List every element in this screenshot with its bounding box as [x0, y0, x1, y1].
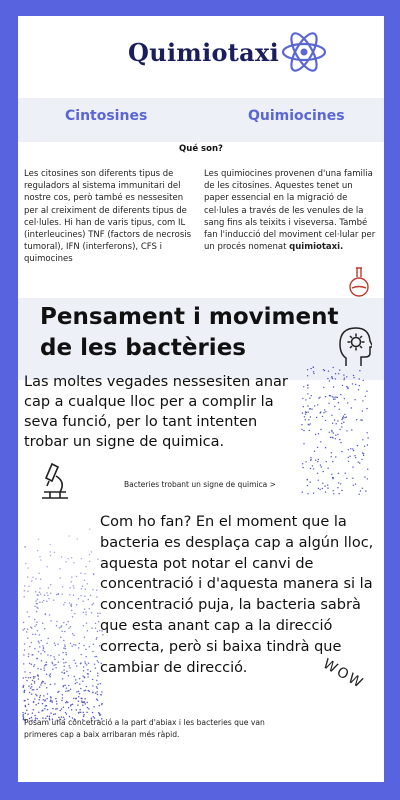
flask-icon: [348, 266, 370, 298]
caption-concentration: Posam una concetració a la part d'abiax i les bacteries que van primeres cap a baix arribaran més ràpid.: [24, 718, 265, 739]
heading-quimiocines: Quimiocines: [248, 108, 345, 124]
head-gear-icon: [338, 324, 372, 368]
microscope-icon: [40, 462, 70, 500]
section-title: Pensament i moviment de les bactèries: [40, 304, 339, 361]
atom-icon: [280, 28, 328, 76]
bacteria-dots-illustration: [301, 366, 371, 496]
wow-text: WOW: [320, 656, 367, 693]
paragraph-how-it-works: Com ho fan? En el moment que la bacteria es desplaça cap a algún lloc, aquesta pot notar el canvi de concentració i d'aquesta manera si la concentració puja, la bacteria sabrà que esta anant cap a la direcció correcta, però si baixa tindrà que cambiar de direcció.: [100, 514, 374, 676]
quimiocines-text: [204, 168, 379, 253]
question-heading: Qué son?: [179, 144, 223, 154]
bacteria-gradient-illustration: [22, 516, 104, 722]
quimiocines-text-body: Les quimiocines provenen d'una familia de les citosines. Aquestes tenet un paper essencial en la migració de cel·lules a través de les venules de la sang fins als teixits i viseversa. També fan l'inducció del moviment cel·lular per un procés nomenat: [204, 169, 376, 253]
paragraph-bacteria-need: Las moltes vegades nessesiten anar cap a cualque lloc per a complir la seva funció, per lo tant intenten trobar un signe de quimica.: [24, 374, 288, 450]
poster: [18, 16, 384, 782]
quimiotaxi-term: quimiotaxi.: [289, 242, 344, 253]
caption-bacteria-signal: Bacteries trobant un signe de quimica >: [124, 480, 276, 489]
heading-cintosines: Cintosines: [65, 108, 148, 124]
header: [18, 16, 384, 98]
page-title: Quimiotaxi: [128, 38, 280, 67]
cintosines-text: Les citosines son diferents tipus de reguladors al sistema immunitari del nostre cos, però també es nessesiten per al creiximent de diferents tipus de cel·lules. Hi han de varis tipus, com IL (interleucines) TNF (factors de necrosis tumoral), IFN (interferons), CFS i quimocines: [24, 169, 192, 265]
